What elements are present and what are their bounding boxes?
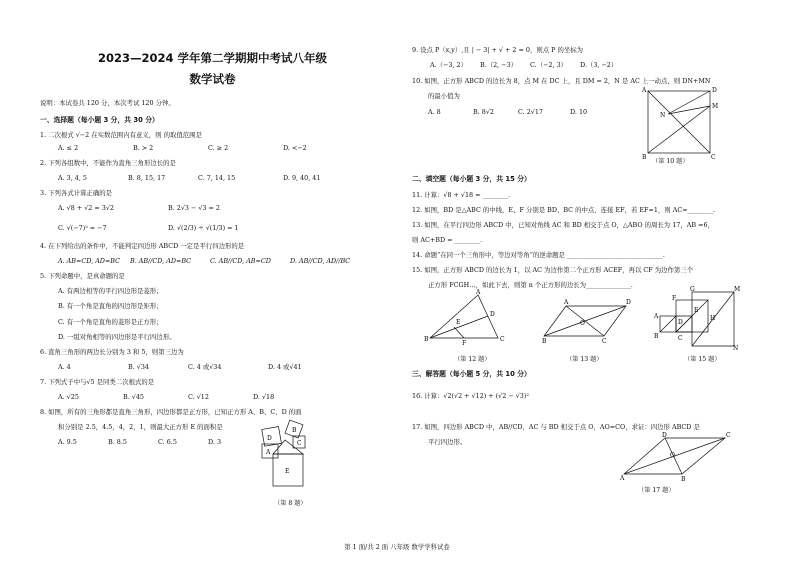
option: D.（3, −2） — [580, 61, 618, 69]
question-1: 1. 二次根式 √−2 在实数范围内有意义，则 的取值范围是 — [40, 131, 202, 139]
question-11: 11. 计算：√8 + √18 = ________. — [412, 191, 511, 199]
section-heading-solve: 三、解答题（每小题 5 分，共 10 分） — [412, 370, 531, 378]
option: B. 8, 15, 17 — [128, 174, 166, 182]
option: D. √18 — [253, 393, 275, 401]
option: A. AB=CD, AD=BC — [58, 257, 120, 265]
option: A. 4 — [58, 363, 71, 371]
question-10-options — [428, 108, 587, 116]
question-1-options — [58, 144, 307, 152]
figure-12-diagram — [420, 290, 505, 345]
question-7-options — [58, 393, 274, 401]
label-C: C — [678, 335, 683, 342]
option: B. 8.5 — [108, 438, 127, 446]
figure-17-caption: （第 17 题） — [638, 487, 675, 494]
question-3: 3. 下列各式计算正确的是 — [40, 189, 113, 197]
label-C: C — [500, 336, 505, 343]
figure-15-caption: （第 15 题） — [684, 356, 721, 363]
question-15-line2: 正方形 FCGH…，如此下去，则第 n 个正方形的边长为______________. — [428, 281, 633, 289]
label-M: M — [734, 286, 741, 293]
option: A.（−3, 2） — [430, 61, 467, 69]
option: C. 7, 14, 15 — [198, 174, 236, 182]
label-B: B — [642, 154, 647, 161]
option: B. > 2 — [133, 144, 154, 152]
option: B.（2, −3） — [480, 61, 518, 69]
option: C. 6.5 — [158, 438, 177, 446]
label-B: B — [654, 333, 659, 340]
question-9-options — [430, 61, 617, 69]
label-F: F — [462, 340, 467, 347]
option: A. 8 — [428, 108, 441, 116]
question-17-line2: 平行四边形。 — [428, 438, 467, 446]
figure-10-caption: （第 10 题） — [652, 158, 689, 165]
question-13-line1: 13. 如图，在平行四边形 ABCD 中，已知对角线 AC 和 BD 相交于点 O，△ABO 的周长为 17，AB =6， — [412, 221, 714, 229]
label-B: B — [681, 476, 686, 483]
figure-13-diagram — [540, 298, 635, 343]
option: B. √34 — [128, 363, 149, 371]
option: C. AB//CD, AB=CD — [210, 257, 271, 265]
page-footer: 第 1 面/共 2 面 八年级 数学学科试卷 — [344, 543, 450, 551]
label-E: E — [694, 307, 699, 314]
option: A. 3, 4, 5 — [58, 174, 88, 182]
label-A: A — [476, 289, 481, 296]
option: D. <−2 — [283, 144, 307, 152]
option: C. √(−7)² = −7 — [58, 224, 107, 232]
figure-10-diagram — [640, 86, 720, 161]
label-D: D — [626, 299, 631, 306]
question-7: 7. 下列式子中与√5 是同类二次根式的是 — [40, 378, 155, 386]
label-F: F — [672, 295, 677, 302]
question-5-option-a: A. 有两边相等的平行四边形是菱形； — [58, 287, 163, 295]
label-O: O — [580, 320, 585, 327]
question-8-line2: 积分别是 2.5，4.5，4，2，1，则最大正方形 E 的面积是 — [58, 423, 223, 431]
option: C. √12 — [188, 393, 209, 401]
option: B. 2√3 − √3 = 2 — [168, 204, 221, 212]
section-heading-choice: 一、选择题（每小题 3 分，共 30 分） — [40, 116, 159, 124]
label-D: D — [267, 435, 272, 442]
option: C. 4 或√34 — [188, 363, 222, 371]
label-O: O — [670, 452, 675, 459]
option: D. 10 — [570, 108, 588, 116]
question-9: 9. 设点 P（x,y）,且 | − 3| + √ + 2 = 0，则点 P 的坐标为 — [412, 46, 584, 54]
option: D. AB//CD, AD//BC — [290, 257, 351, 265]
label-C: C — [297, 440, 302, 447]
question-14: 14. 命题“在同一个三角形中，等边对等角”的逆命题是 ______________________________. — [412, 251, 665, 259]
question-8-line1: 8. 如图，所有的三角形都是直角三角形，四边形都是正方形，已知正方形 A、B、C、D 的面 — [40, 408, 302, 416]
question-13-line2: 则 AC+BD = ________. — [412, 236, 483, 244]
label-C: C — [602, 338, 607, 345]
figure-8-diagram — [255, 410, 335, 495]
question-3-options-row2 — [58, 224, 239, 232]
label-D: D — [662, 432, 667, 439]
question-2-options — [58, 174, 320, 182]
label-M: M — [712, 103, 719, 110]
question-6: 6. 直角三角形的两边长分别为 3 和 5，则第三边为 — [40, 348, 184, 356]
option: A. √25 — [58, 393, 79, 401]
label-C: C — [726, 432, 731, 439]
option: D. √(2/3) ÷ √(1/3) = 1 — [168, 224, 239, 232]
option: D. 9, 40, 41 — [283, 174, 321, 182]
option: A. 9.5 — [58, 438, 77, 446]
label-N: N — [660, 112, 666, 119]
figure-15-diagram — [650, 288, 740, 350]
label-G: G — [690, 286, 695, 293]
question-6-options — [58, 363, 302, 371]
label-D: D — [712, 87, 717, 94]
label-N: N — [733, 345, 739, 352]
option: B. 8√2 — [473, 108, 494, 116]
question-4: 4. 在下列给出的条件中，不能判定四边形 ABCD 一定是平行四边形的是 — [40, 242, 245, 250]
option: B. AB//CD, AD=BC — [130, 257, 192, 265]
exam-title: 2023—2024 学年第二学期期中考试八年级 — [97, 51, 328, 65]
question-5-option-b: B. 有一个角是直角的四边形是矩形； — [58, 302, 163, 310]
question-10-line1: 10. 如图，正方形 ABCD 的边长为 8，点 M 在 DC 上，且 DM = 2，N 是 AC 上一动点，则 DN+MN — [412, 77, 711, 85]
option: C. ≥ 2 — [208, 144, 229, 152]
question-10-line2: 的最小值为 — [428, 92, 460, 100]
label-H: H — [710, 315, 716, 322]
label-E: E — [456, 319, 461, 326]
label-A: A — [620, 475, 625, 482]
question-3-options-row1 — [58, 204, 220, 212]
question-8-options — [58, 438, 221, 446]
question-16: 16. 计算：√2(√2 + √12) + (√2 − √3)² — [412, 392, 529, 400]
label-A: A — [654, 313, 659, 320]
question-5: 5. 下列命题中，是真命题的是 — [40, 272, 125, 280]
question-15-line1: 15. 如图，正方形 ABCD 的边长为 1，以 AC 为边作第二个正方形 ACEF，再以 CF 为边作第三个 — [412, 266, 694, 274]
option: A. ≤ 2 — [58, 144, 79, 152]
figure-12-caption: （第 12 题） — [454, 356, 491, 363]
label-E: E — [285, 468, 290, 475]
section-heading-fill: 二、填空题（每小题 3 分，共 15 分） — [412, 175, 531, 183]
exam-subtitle: 数学试卷 — [189, 72, 236, 86]
option: C. 2√17 — [518, 108, 543, 116]
question-4-options — [58, 257, 350, 265]
label-B: B — [542, 338, 547, 345]
label-A: A — [266, 449, 271, 456]
question-5-option-c: C. 有一个角是直角的菱形是正方形； — [58, 318, 163, 326]
question-17-line1: 17. 如图，四边形 ABCD 中，AB//CD，AC 与 BD 相交于点 O，AO=CO，求证：四边形 ABCD 是 — [412, 423, 700, 431]
label-D: D — [490, 311, 495, 318]
question-2: 2. 下列各组数中，不能作为直角三角形边长的是 — [40, 159, 176, 167]
label-A: A — [642, 87, 647, 94]
label-A: A — [564, 299, 569, 306]
figure-17-diagram — [620, 432, 750, 482]
option: D. 4 或√41 — [268, 363, 302, 371]
question-5-option-d: D. 一组对角相等的四边形是平行四边形。 — [58, 333, 176, 341]
option: A. √8 + √2 = 3√2 — [58, 204, 114, 212]
label-C: C — [711, 154, 716, 161]
option: B. √45 — [123, 393, 144, 401]
exam-note: 说明：本试卷共 120 分，本次考试 120 分钟。 — [40, 99, 175, 107]
figure-13-caption: （第 13 题） — [566, 356, 603, 363]
figure-8-caption: （第 8 题） — [274, 500, 307, 507]
option: C.（−2, 3） — [530, 61, 568, 69]
option: D. 3 — [208, 438, 222, 446]
label-B: B — [292, 427, 297, 434]
label-B: B — [424, 336, 429, 343]
question-12: 12. 如图，BD 是△ABC 的中线，E、F 分别是 BD、BC 的中点，连接 EF，若 EF=1，则 AC=________. — [412, 206, 716, 214]
label-D: D — [678, 319, 683, 326]
